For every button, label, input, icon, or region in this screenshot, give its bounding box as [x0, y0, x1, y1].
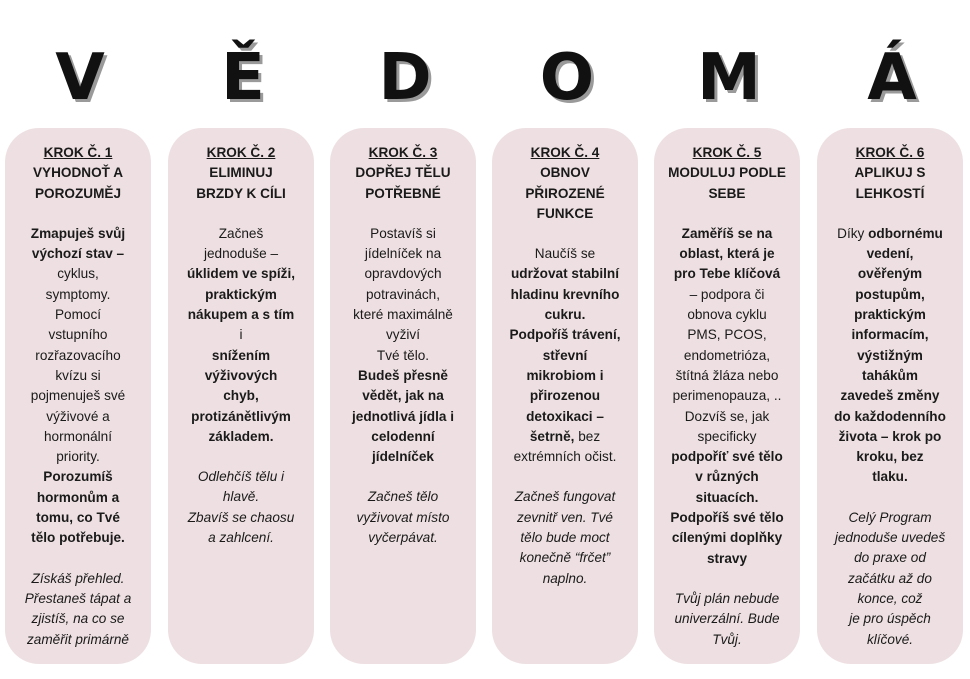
step-title-line: OBNOV — [540, 165, 590, 181]
step-text-line: univerzální. Bude — [674, 611, 780, 627]
step-card — [817, 128, 963, 664]
step-text-line: vědět, jak na — [362, 388, 444, 404]
title-letter: V — [55, 41, 105, 115]
step-text-line: základem. — [208, 428, 274, 444]
step-text-line: štítná žláza nebo — [675, 367, 779, 383]
step-text-line: rozřazovacího — [35, 347, 121, 363]
step-text-line: zjistíš, na co se — [31, 611, 125, 627]
step-text-line: postupům, — [855, 286, 925, 302]
step-text-line: hlavě. — [222, 489, 260, 505]
step-text-line: Začneš tělo — [367, 489, 439, 505]
step-text-line: jednoduše – — [203, 246, 279, 262]
paragraph-gap — [497, 467, 633, 487]
step-title-line: BRZDY K CÍLI — [196, 185, 286, 201]
paragraph-gap — [335, 467, 471, 487]
step-text-line: Dozvíš se, jak — [684, 408, 770, 424]
step-text-line: hladinu krevního — [510, 286, 620, 302]
step-text-line: stravy — [706, 550, 748, 566]
step-text-line: vstupního — [48, 327, 108, 343]
step-title-line: FUNKCE — [536, 205, 594, 221]
step-text-line: výživových — [204, 367, 278, 383]
step-text-line: snížením — [211, 347, 271, 363]
step-card — [5, 128, 151, 664]
step-text-line: výchozí stav – — [31, 246, 125, 262]
step-text-line: kroku, bez — [856, 449, 924, 465]
step-text-line: PMS, PCOS, — [687, 327, 767, 343]
step-number: KROK Č. 6 — [855, 145, 925, 160]
step-text-line: do každodenního — [834, 408, 946, 424]
step-text-line: Porozumíš — [43, 469, 113, 485]
step-text-line: hormonům a — [36, 489, 120, 505]
step-text-line: perimenopauza, .. — [672, 388, 782, 404]
step-text-line: Tvůj. — [712, 631, 742, 647]
step-text-line: vyživí — [386, 327, 420, 343]
step-text-line: situacích. — [695, 489, 759, 505]
step-text-line: výživové a — [46, 408, 110, 424]
step-number: KROK Č. 3 — [368, 145, 438, 160]
step-text-line: podpoříť své tělo — [671, 449, 783, 465]
step-card — [330, 128, 476, 664]
step-text-line: praktickým — [854, 307, 926, 323]
step-text-line: naplno. — [542, 570, 588, 586]
step-text-line: i — [239, 327, 243, 343]
step-number: KROK Č. 2 — [206, 145, 276, 160]
step-text-line: vyživovat místo — [356, 509, 450, 525]
paragraph-gap — [173, 447, 309, 467]
step-text-line: života – krok po — [838, 428, 942, 444]
step-text-line: pojmenuješ své — [30, 388, 126, 404]
step-title-line: POTŘEBNÉ — [365, 185, 441, 201]
step-text-line: a zahlcení. — [208, 530, 274, 546]
step-text-line: Podpoříš trávení, — [509, 327, 621, 343]
step-text-line: do praxe od — [854, 550, 926, 566]
step-text-line: Začneš fungovat — [514, 489, 616, 505]
step-text-line: tělo bude moct — [520, 530, 610, 546]
step-text-line: Začneš — [218, 225, 264, 241]
step-text-line: cukru. — [544, 307, 586, 323]
step-text-line: chyb, — [223, 388, 259, 404]
step-text-line: jednoduše uvedeš — [834, 530, 946, 546]
step-text-line: střevní — [542, 347, 588, 363]
step-text-line: Získáš přehled. — [31, 570, 125, 586]
step-text-line: tomu, co Tvé — [36, 510, 120, 526]
step-text-line: zevnitř ven. Tvé — [517, 509, 613, 525]
step-text-line: šetrně, bez — [529, 428, 601, 444]
step-text-line: Díky odbornému — [837, 225, 943, 241]
step-text-line: Postavíš si — [370, 225, 436, 241]
paragraph-gap — [10, 549, 146, 569]
step-title-line: PŘIROZENÉ — [525, 185, 605, 201]
step-text-line: mikrobiom i — [526, 367, 604, 383]
step-text-line: hormonální — [43, 428, 112, 444]
step-card — [492, 128, 638, 664]
step-number: KROK Č. 1 — [43, 145, 113, 160]
step-text-line: udržovat stabilní — [510, 266, 619, 282]
step-text-line: ověřeným — [857, 266, 923, 282]
title-letter: Á — [867, 41, 917, 115]
step-text-line: celodenní — [371, 428, 435, 444]
step-text-line: vyčerpávat. — [368, 530, 438, 546]
step-title-line: MODULUJ PODLE — [668, 165, 786, 181]
step-text-line: – podpora či — [689, 286, 765, 302]
step-text-line: pro Tebe klíčová — [673, 266, 781, 282]
step-title-line: LEHKOSTÍ — [855, 185, 925, 201]
step-text-line: vedení, — [866, 246, 914, 262]
title-letter: O — [539, 41, 595, 115]
step-text-line: oblast, která je — [679, 246, 775, 262]
step-text-line: konečně “frčet” — [519, 550, 611, 566]
step-text-line: konce, což — [857, 590, 923, 606]
step-text-line: Budeš přesně — [358, 367, 448, 383]
step-text-line: extrémních očist. — [513, 449, 617, 465]
step-text-line: obnova cyklu — [687, 307, 767, 323]
step-text-line: informacím, — [851, 327, 929, 343]
step-title — [173, 163, 309, 204]
step-title — [10, 163, 146, 204]
step-text-line: praktickým — [205, 286, 277, 302]
step-title — [822, 163, 958, 204]
step-text-line: Odlehčíš tělu i — [197, 469, 285, 485]
step-title-line: POROZUMĚJ — [34, 185, 122, 201]
step-title-line: VYHODNOŤ A — [32, 165, 124, 181]
step-title-line: APLIKUJ S — [854, 165, 926, 181]
step-text-line: Podpoříš své tělo — [670, 510, 784, 526]
step-number: KROK Č. 4 — [530, 145, 600, 160]
step-text-line: kvízu si — [55, 367, 101, 383]
step-text-line: výstižným — [857, 347, 923, 363]
title-letter: Ě — [221, 41, 265, 115]
step-text-line: cyklus, — [57, 266, 99, 282]
step-text-line: Celý Program — [848, 509, 932, 525]
title-letter: D — [378, 41, 432, 115]
step-text-line: opravdových — [364, 266, 442, 282]
step-text-line: které maximálně — [353, 307, 453, 323]
step-text-line: cílenými doplňky — [671, 530, 783, 546]
step-text-line: Zmapuješ svůj — [30, 225, 126, 241]
step-text-line: začátku až do — [848, 570, 932, 586]
step-text-line: v různých — [695, 469, 759, 485]
step-title — [659, 163, 795, 204]
step-text-line: symptomy. — [45, 286, 111, 302]
step-text-line: Pomocí — [54, 307, 102, 323]
title-letter: M — [697, 41, 761, 115]
step-title-line: SEBE — [708, 185, 746, 201]
step-number: KROK Č. 5 — [692, 145, 762, 160]
step-text-line: specificky — [697, 428, 757, 444]
step-text-line: tlaku. — [872, 469, 908, 485]
step-text-line: Naučíš se — [534, 246, 596, 262]
step-text-line: tělo potřebuje. — [31, 530, 125, 546]
step-text-line: jídelníček na — [364, 246, 442, 262]
step-text-line: endometrióza, — [683, 347, 771, 363]
step-card — [168, 128, 314, 664]
step-title-line: DOPŘEJ TĚLU — [355, 165, 451, 181]
step-text-line: zavedeš změny — [840, 388, 940, 404]
step-text-line: je pro úspěch — [849, 611, 931, 627]
step-text-line: přirozenou — [529, 388, 601, 404]
step-title — [497, 163, 633, 224]
step-text-line: Zaměříš se na — [681, 225, 773, 241]
step-text-line: detoxikaci – — [526, 408, 604, 424]
step-text-line: Přestaneš tápat a — [24, 590, 132, 606]
step-title-line: ELIMINUJ — [209, 165, 273, 181]
paragraph-gap — [822, 488, 958, 508]
step-text-line: nákupem a s tím — [187, 307, 295, 323]
paragraph-gap — [659, 569, 795, 589]
step-card — [654, 128, 800, 664]
title-letters — [0, 38, 970, 118]
step-text-line: Tvé tělo. — [376, 347, 430, 363]
step-text-line: jídelníček — [372, 449, 434, 465]
step-text-line: protizánětlivým — [191, 408, 291, 424]
step-text-line: Tvůj plán nebude — [674, 590, 780, 606]
step-text-line: úklidem ve spíži, — [186, 266, 296, 282]
step-text-line: klíčové. — [866, 631, 914, 647]
step-text-line: priority. — [56, 449, 100, 465]
step-text-line: Zbavíš se chaosu — [187, 509, 295, 525]
step-title — [335, 163, 471, 204]
step-text-line: tahákům — [862, 367, 918, 383]
step-text-line: zaměřit primárně — [27, 631, 129, 647]
step-text-line: potravinách, — [365, 286, 441, 302]
step-text-line: jednotlivá jídla i — [352, 408, 454, 424]
